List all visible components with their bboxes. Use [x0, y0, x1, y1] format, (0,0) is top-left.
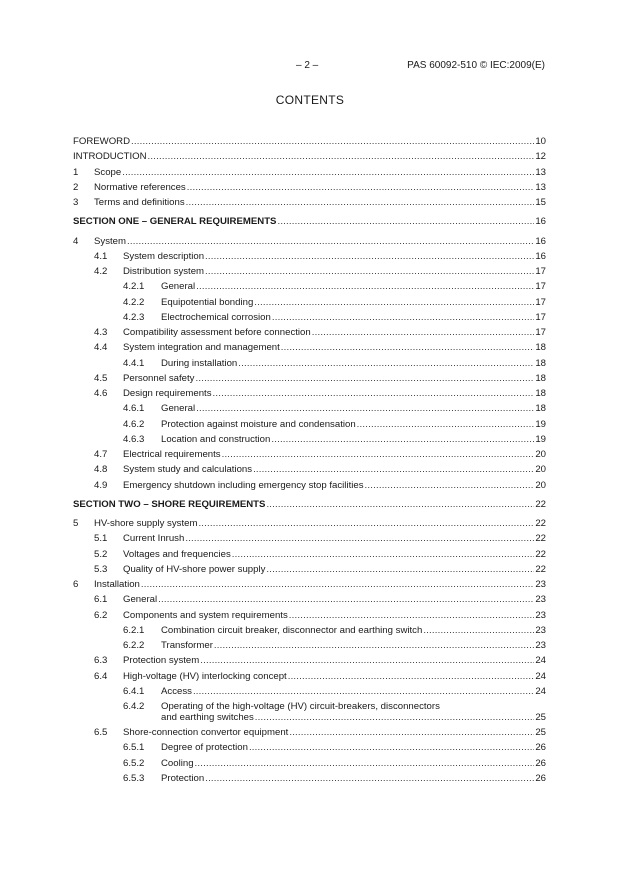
toc-entry-label: Components and system requirements — [123, 609, 288, 621]
toc-entry-label: Cooling — [161, 757, 194, 769]
toc-entry-label: High-voltage (HV) interlocking concept — [123, 670, 287, 682]
toc-entry-page: 23 — [535, 594, 546, 606]
toc-entry-page: 22 — [535, 548, 546, 560]
toc-entry-label: FOREWORD — [73, 136, 131, 147]
toc-entry-label: Degree of protection — [161, 742, 248, 754]
toc-entry-number: 4.8 — [94, 464, 108, 476]
toc-entry-number: 5 — [73, 518, 79, 529]
toc-entry[interactable] — [73, 547, 546, 562]
dot-leader — [141, 577, 534, 592]
toc-entry-number: 6 — [73, 579, 79, 590]
toc-entry-label: Electrochemical corrosion — [161, 311, 271, 323]
toc-entry-number: 4.6 — [94, 388, 108, 399]
dot-leader — [127, 234, 534, 249]
page-number: – 2 – — [296, 60, 319, 71]
dot-leader — [195, 756, 535, 771]
toc-entry-number: 6.3 — [94, 655, 108, 667]
toc-entry-page: 17 — [535, 327, 546, 338]
dot-leader — [186, 195, 535, 210]
toc-entry[interactable] — [73, 340, 546, 355]
toc-entry-page: 20 — [535, 479, 546, 491]
toc-entry[interactable] — [73, 462, 546, 477]
toc-entry-label: Quality of HV-shore power supply — [123, 563, 266, 575]
toc-entry[interactable] — [73, 447, 546, 462]
toc-entry-page: 16 — [535, 216, 546, 228]
toc-entry[interactable] — [73, 562, 546, 577]
toc-entry-page: 23 — [535, 609, 546, 621]
toc-entry-number: 5.2 — [94, 548, 108, 560]
dot-leader — [222, 447, 535, 462]
toc-entry-number: 4.7 — [94, 449, 108, 460]
toc-entry-number: 6.2.2 — [123, 640, 145, 651]
toc-entry-label: General — [161, 403, 196, 415]
toc-entry-number: 3 — [73, 197, 79, 208]
toc-entry-page: 24 — [535, 670, 546, 682]
toc-entry-label: Access — [161, 685, 192, 697]
dot-leader — [253, 462, 534, 477]
toc-entry-number: 4.9 — [94, 479, 108, 491]
toc-entry-number: 4.6.3 — [123, 433, 145, 445]
toc-entry-number: 4.2.3 — [123, 311, 145, 323]
dot-leader — [131, 134, 534, 149]
toc-entry-label: Compatibility assessment before connection — [123, 327, 311, 338]
toc-entry[interactable] — [73, 740, 546, 755]
toc-entry-page: 15 — [535, 197, 546, 208]
dot-leader — [277, 214, 534, 229]
toc-entry-page: 23 — [535, 579, 546, 590]
toc-entry-page: 10 — [535, 136, 546, 147]
toc-entry-number: 4.6.2 — [123, 418, 145, 430]
toc-entry-page: 16 — [535, 250, 546, 262]
toc-entry-label: Emergency shutdown including emergency stop facilities — [123, 479, 364, 491]
toc-entry-page: 26 — [535, 772, 546, 784]
toc-entry[interactable] — [73, 638, 546, 653]
toc-entry[interactable] — [73, 771, 546, 786]
toc-entry[interactable] — [73, 214, 546, 229]
toc-entry-page: 18 — [535, 342, 546, 354]
toc-entry-page: 13 — [535, 181, 546, 193]
toc-entry-page: 22 — [535, 563, 546, 575]
toc-entry-label: General — [123, 594, 158, 606]
toc-entry-number: 4.6.1 — [123, 403, 145, 415]
toc-entry-label: INTRODUCTION — [73, 151, 147, 163]
toc-entry-page: 22 — [535, 498, 546, 510]
dot-leader — [255, 710, 535, 725]
toc-entry-page: 18 — [535, 403, 546, 415]
toc-entry-label: System integration and management — [123, 342, 280, 354]
toc-entry[interactable] — [73, 401, 546, 416]
toc-entry-page: 17 — [535, 296, 546, 308]
toc-entry-number: 5.3 — [94, 563, 108, 575]
toc-entry[interactable] — [73, 134, 546, 149]
toc-entry-page: 25 — [535, 727, 546, 738]
toc-entry-number: 4.4 — [94, 342, 108, 354]
toc-entry-page: 17 — [535, 266, 546, 277]
toc-entry-number: 6.2.1 — [123, 624, 145, 636]
toc-entry-number: 6.5.1 — [123, 742, 145, 754]
dot-leader — [196, 401, 534, 416]
toc-entry[interactable] — [73, 371, 546, 386]
toc-entry-number: 6.4 — [94, 670, 108, 682]
dot-leader — [365, 478, 535, 493]
dot-leader — [266, 497, 534, 512]
toc-entry-number: 6.1 — [94, 594, 108, 606]
toc-entry-page: 19 — [535, 433, 546, 445]
toc-entry-page: 26 — [535, 742, 546, 754]
dot-leader — [238, 356, 534, 371]
toc-entry[interactable] — [73, 417, 546, 432]
toc-entry[interactable] — [73, 669, 546, 684]
toc-entry[interactable] — [73, 725, 546, 740]
toc-entry[interactable] — [73, 249, 546, 264]
dot-leader — [187, 180, 535, 195]
toc-entry-label: System — [94, 235, 126, 247]
dot-leader — [213, 386, 535, 401]
toc-entry[interactable] — [73, 165, 546, 180]
toc-entry-page: 12 — [535, 151, 546, 163]
toc-entry[interactable] — [73, 531, 546, 546]
toc-entry[interactable] — [73, 608, 546, 623]
toc-entry[interactable] — [73, 756, 546, 771]
toc-entry-page: 19 — [535, 418, 546, 430]
toc-entry-label: SECTION TWO – SHORE REQUIREMENTS — [73, 498, 266, 510]
dot-leader — [198, 516, 534, 531]
toc-entry-label: Personnel safety — [123, 372, 195, 384]
toc-entry-page: 24 — [535, 685, 546, 697]
dot-leader — [122, 165, 534, 180]
toc-entry-page: 22 — [535, 518, 546, 529]
toc-entry[interactable] — [73, 684, 546, 699]
dot-leader — [148, 149, 535, 164]
dot-leader — [205, 249, 534, 264]
toc-entry-page: 24 — [535, 655, 546, 667]
dot-leader — [271, 432, 534, 447]
dot-leader — [195, 371, 534, 386]
toc-entry-label: and earthing switches — [161, 712, 254, 723]
toc-entry-label: HV-shore supply system — [94, 518, 198, 529]
toc-entry[interactable] — [73, 325, 546, 340]
dot-leader — [249, 740, 534, 755]
toc-entry-label: Installation — [94, 579, 140, 590]
dot-leader — [289, 725, 534, 740]
toc-entry-number: 6.4.1 — [123, 685, 145, 697]
toc-entry-number: 5.1 — [94, 533, 108, 545]
toc-entry[interactable] — [73, 234, 546, 249]
toc-entry-label: Shore-connection convertor equipment — [123, 727, 289, 738]
dot-leader — [193, 684, 534, 699]
dot-leader — [196, 279, 534, 294]
dot-leader — [281, 340, 535, 355]
toc-entry-number: 4.3 — [94, 327, 108, 338]
toc-entry-label: System study and calculations — [123, 464, 253, 476]
toc-entry-page: 22 — [535, 533, 546, 545]
dot-leader — [200, 653, 534, 668]
dot-leader — [288, 669, 535, 684]
toc-entry-number: 4.2 — [94, 266, 108, 277]
toc-entry-page: 18 — [535, 372, 546, 384]
toc-entry-page: 16 — [535, 235, 546, 247]
toc-entry-number: 1 — [73, 166, 79, 178]
toc-entry-number: 6.4.2 — [123, 701, 145, 712]
document-id: PAS 60092-510 © IEC:2009(E) — [407, 60, 545, 71]
toc-entry[interactable] — [73, 577, 546, 592]
toc-entry-number: 4.2.2 — [123, 296, 145, 308]
toc-entry-label: System description — [123, 250, 205, 262]
toc-entry-label: Transformer — [161, 640, 213, 651]
toc-entry-number: 4 — [73, 235, 79, 247]
toc-entry[interactable] — [73, 310, 546, 325]
toc-entry[interactable] — [73, 653, 546, 668]
toc-entry-label: Protection — [161, 772, 205, 784]
toc-entry-label: SECTION ONE – GENERAL REQUIREMENTS — [73, 216, 277, 228]
dot-leader — [214, 638, 534, 653]
dot-leader — [357, 417, 535, 432]
toc-entry-label: Combination circuit breaker, disconnector and earthing switch — [161, 624, 423, 636]
toc-entry[interactable] — [73, 432, 546, 447]
toc-entry[interactable] — [73, 356, 546, 371]
toc-entry-page: 20 — [535, 449, 546, 460]
toc-entry-number: 2 — [73, 181, 79, 193]
dot-leader — [266, 562, 534, 577]
toc-entry-label: Current Inrush — [123, 533, 185, 545]
toc-entry-label: Location and construction — [161, 433, 271, 445]
dot-leader — [289, 608, 535, 623]
toc-entry-page: 23 — [535, 640, 546, 651]
dot-leader — [185, 531, 534, 546]
dot-leader — [254, 295, 534, 310]
toc-entry[interactable] — [73, 180, 546, 195]
toc-entry-number: 4.2.1 — [123, 281, 145, 293]
toc-entry-number: 6.5.3 — [123, 772, 145, 784]
toc-entry-page: 25 — [535, 712, 546, 723]
toc-entry[interactable] — [73, 264, 546, 279]
toc-entry-page: 20 — [535, 464, 546, 476]
toc-entry[interactable] — [73, 149, 546, 164]
toc-entry[interactable] — [73, 516, 546, 531]
table-of-contents — [73, 134, 546, 786]
toc-entry-label: Design requirements — [123, 388, 212, 399]
toc-entry-page: 18 — [535, 388, 546, 399]
toc-entry-page: 17 — [535, 311, 546, 323]
toc-entry-page: 23 — [535, 624, 546, 636]
toc-entry-label: Terms and definitions — [94, 197, 185, 208]
toc-entry[interactable] — [73, 386, 546, 401]
toc-entry-label: General — [161, 281, 196, 293]
toc-entry-page: 18 — [535, 357, 546, 369]
toc-entry-page: 13 — [535, 166, 546, 178]
toc-entry-label-line1: Operating of the high-voltage (HV) circuit-breakers, disconnectors — [161, 701, 440, 712]
toc-entry-label: Scope — [94, 166, 122, 178]
dot-leader — [423, 623, 534, 638]
contents-title: CONTENTS — [275, 93, 345, 107]
toc-entry-label: Electrical requirements — [123, 449, 221, 460]
dot-leader — [232, 547, 535, 562]
toc-entry-label: Equipotential bonding — [161, 296, 254, 308]
toc-entry-label: Normative references — [94, 181, 186, 193]
toc-entry-number: 6.5.2 — [123, 757, 145, 769]
toc-entry[interactable] — [73, 295, 546, 310]
toc-entry-label: Protection system — [123, 655, 200, 667]
dot-leader — [312, 325, 535, 340]
toc-entry[interactable] — [73, 195, 546, 210]
toc-entry[interactable] — [73, 699, 546, 725]
toc-entry-number: 4.1 — [94, 250, 108, 262]
toc-entry-number: 6.2 — [94, 609, 108, 621]
dot-leader — [272, 310, 534, 325]
toc-entry-number: 4.4.1 — [123, 357, 145, 369]
toc-entry-label: Protection against moisture and condensation — [161, 418, 356, 430]
toc-entry[interactable] — [73, 497, 546, 512]
dot-leader — [158, 592, 534, 607]
toc-entry[interactable] — [73, 279, 546, 294]
toc-entry-number: 4.5 — [94, 372, 108, 384]
dot-leader — [205, 771, 534, 786]
toc-entry[interactable] — [73, 592, 546, 607]
toc-entry-number: 6.5 — [94, 727, 108, 738]
toc-entry-page: 26 — [535, 757, 546, 769]
toc-entry-label: Distribution system — [123, 266, 205, 277]
toc-entry[interactable] — [73, 478, 546, 493]
toc-entry[interactable] — [73, 623, 546, 638]
toc-entry-label: During installation — [161, 357, 238, 369]
dot-leader — [205, 264, 534, 279]
toc-entry-page: 17 — [535, 281, 546, 293]
toc-entry-label: Voltages and frequencies — [123, 548, 231, 560]
